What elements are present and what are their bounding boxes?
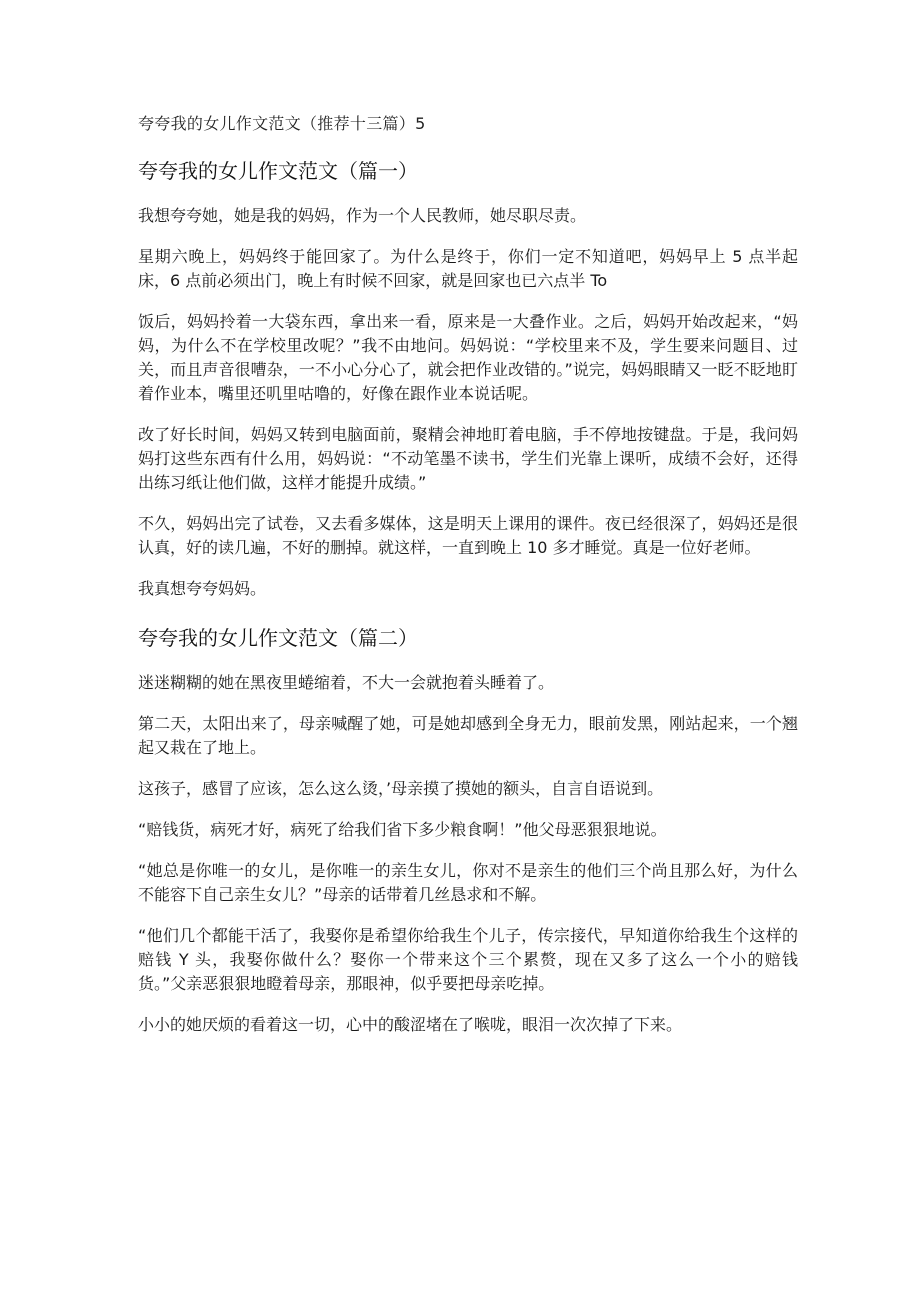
paragraph: “她总是你唯一的女儿，是你唯一的亲生女儿，你对不是亲生的他们三个尚且那么好，为什么不能容下自己亲生女儿？”母亲的话带着几丝恳求和不解。: [138, 861, 798, 904]
section-1: [138, 156, 798, 601]
section-2: [138, 623, 798, 1037]
paragraph: “他们几个都能干活了，我娶你是希望你给我生个儿子，传宗接代，早知道你给我生个这样的赔钱 Y 头，我娶你做什么？娶你一个带来这个三个累赘，现在又多了这么一个小的赔钱货。”父亲恶狠狠地瞪着母亲，那眼神，似乎要把母亲吃掉。: [138, 926, 798, 993]
document-page: [138, 112, 798, 1059]
paragraph: 我想夸夸她，她是我的妈妈，作为一个人民教师，她尽职尽责。: [138, 206, 587, 225]
section-heading: 夸夸我的女儿作文范文（篇二）: [138, 626, 418, 650]
section-heading: 夸夸我的女儿作文范文（篇一）: [138, 159, 418, 183]
paragraph: “赔钱货，病死才好，病死了给我们省下多少粮食啊！”他父母恶狠狠地说。: [138, 820, 667, 839]
paragraph: 小小的她厌烦的看着这一切，心中的酸涩堵在了喉咙，眼泪一次次掉了下来。: [138, 1015, 683, 1034]
paragraph: 星期六晚上，妈妈终于能回家了。为什么是终于，你们一定不知道吧，妈妈早上 5 点半起床，6 点前必须出门，晚上有时候不回家，就是回家也已六点半 To: [138, 247, 798, 290]
paragraph: 改了好长时间，妈妈又转到电脑面前，聚精会神地盯着电脑，手不停地按键盘。于是，我问妈妈打这些东西有什么用，妈妈说：“不动笔墨不读书，学生们光靠上课听，成绩不会好，还得出练习纸让他们做，这样才能提升成绩。”: [138, 425, 798, 492]
paragraph: 第二天，太阳出来了，母亲喊醒了她，可是她却感到全身无力，眼前发黑，刚站起来，一个翘起又栽在了地上。: [138, 714, 798, 757]
paragraph: 我真想夸夸妈妈。: [138, 579, 267, 598]
paragraph: 迷迷糊糊的她在黑夜里蜷缩着，不大一会就抱着头睡着了。: [138, 673, 555, 692]
document-title: 夸夸我的女儿作文范文（推荐十三篇）5: [138, 114, 426, 133]
paragraph: 饭后，妈妈拎着一大袋东西，拿出来一看，原来是一大叠作业。之后，妈妈开始改起来，“妈妈，为什么不在学校里改呢？”我不由地问。妈妈说：“学校里来不及，学生要来问题目、过关，而且声音很嘈杂，一不小心分心了，就会把作业改错的。”说完，妈妈眼睛又一眨不眨地盯着作业本，嘴里还叽里咕噜的，好像在跟作业本说话呢。: [138, 312, 798, 403]
paragraph: 这孩子，感冒了应该，怎么这么烫，’母亲摸了摸她的额头，自言自语说到。: [138, 779, 664, 798]
paragraph: 不久，妈妈出完了试卷，又去看多媒体，这是明天上课用的课件。夜已经很深了，妈妈还是很认真，好的读几遍，不好的删掉。就这样，一直到晚上 10 多才睡觉。真是一位好老师。: [138, 514, 798, 557]
